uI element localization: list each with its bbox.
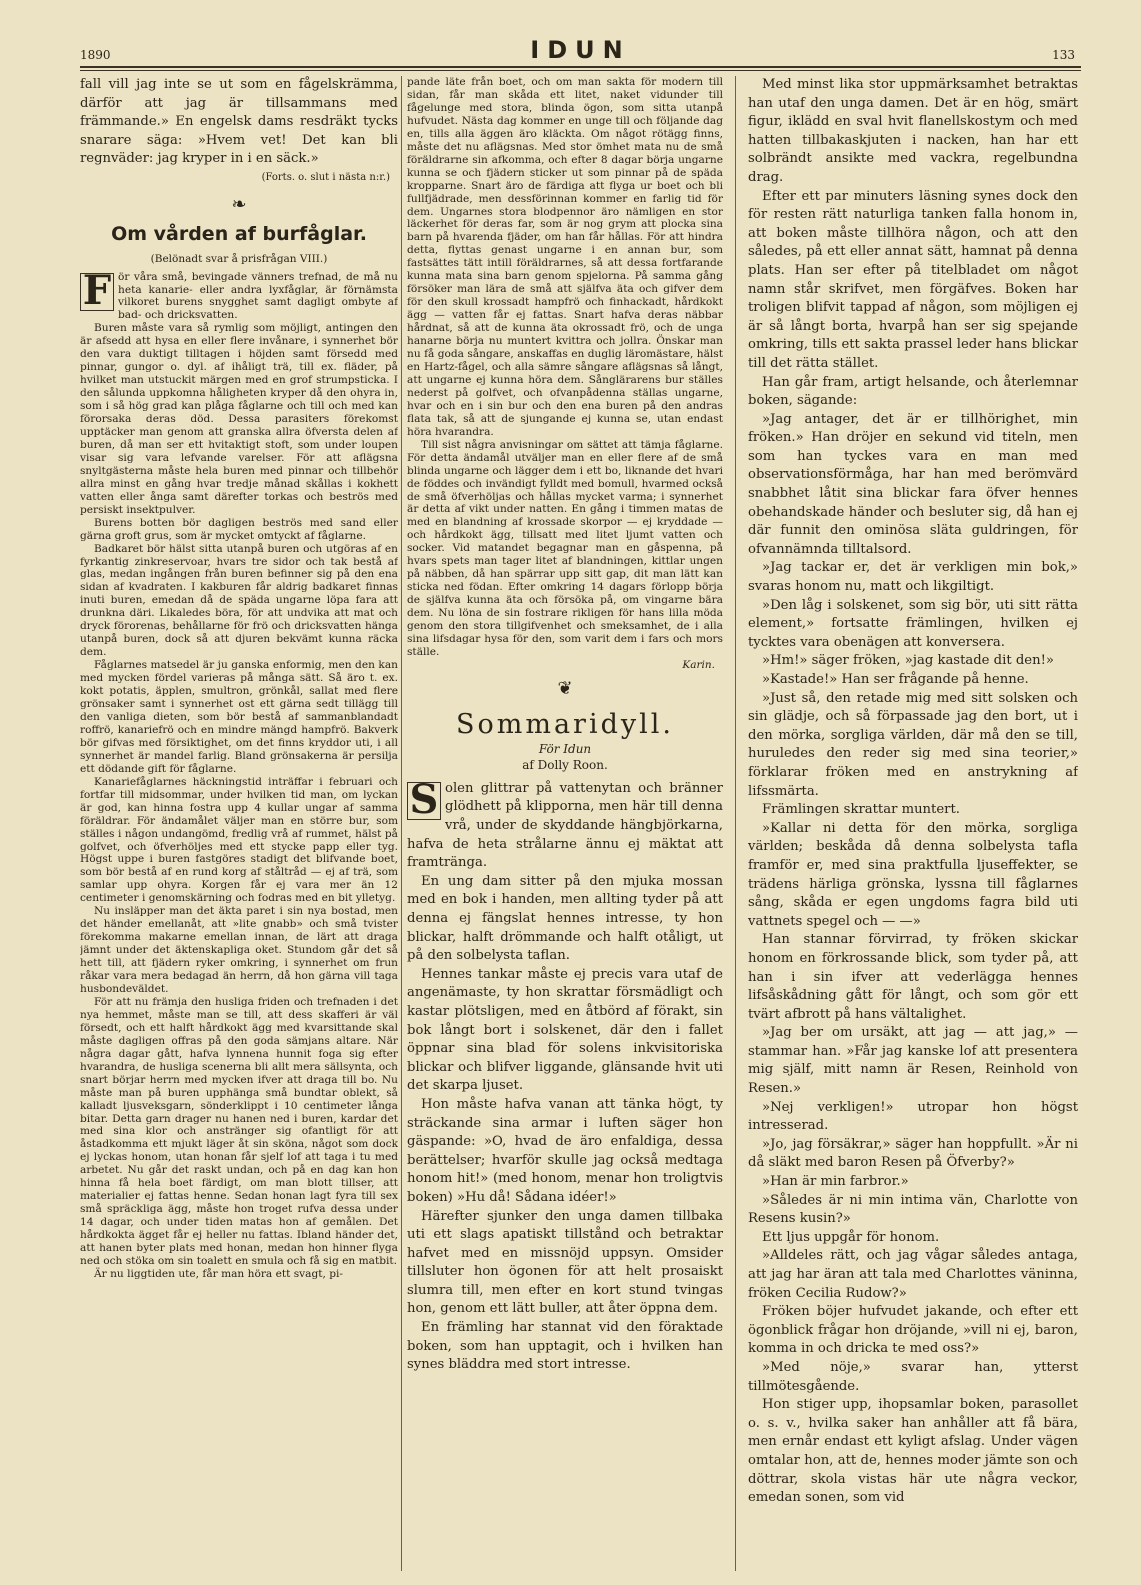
paragraph: Buren måste vara så rymlig som möjligt, antingen den är afsedd att hysa en eller flere invånare, i synnerhet bör den vara duktigt tilltagen i höjden samt försedd med pinnar, gungor o. dyl. af ihåligt trä, till ex. fläder, på hvilket man utstuckit märgen med en grof strumpsticka. I den sålunda uppkomna håligheten kryper då den ohyra in, som i så hög grad kan plåga fåglarne och till och med kan förorsaka deras död. Dessa parasiters förekomst upptäcker man genom att granska allra öfversta delen af buren, då man ser ett hvitaktigt stoft, som under loupen visar sig vara lefvande varelser. För att aflägsna snyltgästerna måste hela buren med pinnar och tillbehör allra minst en gång hvar tredje månad skållas i kokhett vatten eller ånga samt därefter torkas och beströs med persiskt insektpulver. [80,322,398,516]
paragraph: »Jag tackar er, det är verkligen min bok,» svaras honom nu, matt och likgiltigt. [748,560,1078,595]
paragraph: Är nu liggtiden ute, får man höra ett svagt, pi- [94,1267,343,1280]
paragraph: »Jag antager, det är er tillhörighet, min fröken.» Han dröjer en sekund vid titeln, men som han tyckes vara en man med observationsförmåga, har han med berömvärd snabbhet låtit sina blickar fara öfver hennes obehandskade händer och besluter sig, då han ej där funnit den ominösa släta guldringen, för ofvannämnda tilltalsord. [748,411,1078,557]
paragraph: »Jag ber om ursäkt, att jag — att jag,» — stammar han. »Får jag kanske lof att presentera mig själf, mitt namn är Resen, Reinhold von Resen.» [748,1025,1078,1097]
author-signature: Karin. [682,658,715,671]
ornament-icon: ❦ [557,677,573,699]
paragraph: »Kallar ni detta för den mörka, sorgliga världen; beskåda då denna solbelysta tafla framför er, med sina praktfulla ljuseffekter, se trädens härliga grönska, lyssna till fåglarnes sång, skåda er egen ungdoms fagra bild uti vattnets spegel och — —» [748,820,1078,929]
paragraph: Hon stiger upp, ihopsamlar boken, parasollet o. s. v., hvilka saker han anhåller att få bära, men ernår endast ett kyligt afslag. Under vägen omtalar hon, att de, hennes moder jämte son och döttrar, skola vistas här ute några veckor, emedan sonen, som vid [748,1397,1078,1506]
paragraph: »Hm!» säger fröken, »jag kastade dit den!» [762,653,1054,669]
paragraph: En ung dam sitter på den mjuka mossan med en bok i handen, men allting tyder på att denna ej fängslat hennes intresse, ty hon blickar, halft drömmande och halft otåligt, ut på den solbelysta taflan. [407,873,723,964]
paragraph: Burens botten bör dagligen beströs med sand eller gärna groft grus, som är mycket omtyckt af fåglarne. [80,516,398,542]
paragraph: »Kastade!» Han ser frågande på henne. [762,672,1029,687]
paragraph: »Alldeles rätt, och jag vågar således antaga, att jag har äran att tala med Charlottes väninna, fröken Cecilia Rudow?» [748,1248,1078,1301]
paragraph: Hennes tankar måste ej precis vara utaf de angenämaste, ty hon skrattar försmädligt och kastar plötsligen, med en åtbörd af förakt, sin bok långt bort i solskenet, där den i fallet öppnar sina blad för solens inkvisitoriska blickar och blifver liggande, glänsande hvit uti det skarpa ljuset. [407,966,723,1094]
paragraph: »Han är min farbror.» [762,1174,909,1190]
header-rule [80,70,1081,71]
column-1 [80,76,398,1571]
story-byline: af Dolly Roon. [522,757,608,772]
page-header [80,36,1081,68]
column-divider [401,76,402,1571]
masthead: IDUN [530,36,631,64]
paragraph: »Den låg i solskenet, som sig bör, uti sitt rätta element,» fortsatte främlingen, hvilken ej tycktes vara obenägen att konversera. [748,597,1078,650]
ornament-icon: ❧ [231,193,247,215]
story-tagline: För Idun [538,741,592,756]
paragraph: Badkaret bör hälst sitta utanpå buren och utgöras af en fyrkantig zinkreservoar, hvars tre sidor och tak bestå af glas, medan ingången från buren befinner sig på den ena sidan af kvadraten. I kakburen får aldrig badkaret finnas inuti buren, emedan då de späda ungarne löpa fara att drunkna däri. Likaledes böra, för att undvika att mat och dryck förorenas, behållarne för frö och dricksvatten hänga utanpå buren, dock så att djuren bekvämt kunna räcka dem. [80,542,398,659]
paragraph: Ett ljus uppgår för honom. [762,1229,940,1245]
page-number: 133 [1052,48,1075,62]
paragraph: »Således är ni min intima vän, Charlotte von Resens kusin?» [748,1192,1078,1227]
paragraph: Fröken böjer hufvudet jakande, och efter ett ögonblick frågar hon dröjande, »vill ni ej, baron, komma in och dricka te med oss?» [748,1304,1078,1357]
paragraph: »Nej verkligen!» utropar hon högst intresserad. [748,1099,1078,1134]
paragraph: olen glittrar på vattenytan och bränner glödhett på klipporna, men här till denna vrå, under de skyddande hängbjörkarna, hafva de heta strålarne ännu ej mäktat att framtränga. [407,780,723,871]
paragraph: Han stannar förvirrad, ty fröken skickar honom en förkrossande blick, som tyder på, att han i sin ifver att vederlägga hennes lifsåskådning gått för långt, och som gör ett tvärt afbrott på hans vältalighet. [748,932,1078,1022]
paragraph: Härefter sjunker den unga damen tillbaka uti ett slags apatiskt tillstånd och betraktar hafvet med en missnöjd uppsyn. Omsider tillsluter hon ögonen för att helt prosaiskt slumra till, men efter en kort stund tvingas hon, genom ett lätt buller, att åter öppna dem. [407,1208,723,1317]
article-continuation: fall vill jag inte se ut som en fågelskrämma, därför att jag är tillsammans med främmande.» En engelsk dams resdräkt tycks snarare säga: »Hvem vet! Det kan bli regnväder: jag kryper in i en säck.» [80,77,398,167]
column-2 [407,76,723,1571]
story-title: Sommaridyll. [456,708,674,740]
paragraph: Till sist några anvisningar om sättet att tämja fåglarne. För detta ändamål utväljer man en eller flere af de små blinda ungarne och lägger dem i ett bo, liknande det hvari de föddes och invändigt fylldt med bomull, hvarmed också de små öfverhöljas och hållas mycket varma; i synnerhet är detta af vikt under natten. En gång i timmen matas de med en blandning af krossade skorpor — ej kryddade — och hårdkokt ägg, tillsatt med litet ljumt vatten och socker. Vid matandet begagnar man en gåspenna, på hvars spets man tager litet af blandningen, kittlar ungen på näbben, då han spärrar upp sitt gap, dit man lätt kan sticka ned födan. Efter omkring 14 dagars förlopp börja de själfva kunna äta och försöka på, om vingarne bära dem. Nu lönа de sin fostrare rikligen för hans lilla möda genom den stora tillgifvenhet och smeksamhet, de i alla sina lifsdagar hysa för den, som varit dem i fars och mors ställe. [407,438,723,658]
column-divider [735,76,736,1571]
article-subtitle: (Belönadt svar å prisfrågan VIII.) [150,252,328,265]
continuation-note: (Forts. o. slut i nästa n:r.) [261,171,390,183]
paragraph: Främlingen skrattar muntert. [762,802,960,818]
paragraph: Hon måste hafva vanan att tänka högt, ty sträckande sina armar i luften säger hon gäspande: »O, hvad de äro enfaldiga, dessa berättelser; hvarför skulle jag också medtaga honom hit!» (med honom, menar hon troligtvis boken) »Hu då! Sådana idéer!» [407,1096,723,1205]
paragraph: »Jo, jag försäkrar,» säger han hoppfullt. »Är ni då släkt med baron Resen på Öfverby?» [748,1136,1078,1171]
column-3 [748,76,1078,1571]
paragraph: »Just så, den retade mig med sitt solsken och sin glädje, och så förpassade jag den bort, ut i den mörka, sorgliga världen, där må den se till, huruledes den reder sig med sina teorier,» förklarar fröken med en anstrykning af lifssmärta. [748,690,1078,799]
paragraph: »Med nöje,» svarar han, ytterst tillmötesgående. [748,1359,1078,1394]
drop-cap: F [80,273,114,311]
paragraph: En främling har stannat vid den föraktade boken, som han upptagit, och i hvilken han synes bläddra med stort intresse. [407,1320,723,1373]
drop-cap: S [407,782,441,820]
paragraph: Med minst lika stor uppmärksamhet betraktas han utaf den unga damen. Det är en hög, smärt figur, iklädd en sval hvit flanellskostym och med hatten tillbakaskjuten i nacken, han har ett solbrändt ansikte med vackra, regelbundna drag. [748,77,1078,185]
paragraph: Kanariefåglarnes häckningstid inträffar i februari och fortfar till midsommar, under hvilken tid man, om lyckan är god, kan hinna fostra upp 4 kullar ungar af samma föräldrar. För ändamålet väljer man en större bur, som ställes i någon undangömd, fredlig vrå af rummet, hälst på golfvet, och öfverhöljes med ett stycke papp eller tyg. Högst uppe i buren fastgöres stadigt det blifvande boet, som bör bestå af en rund korg af ståltråd — ej af trä, som samlar upp ohyra. Korgen får ej vara mer än 12 centimeter i genomskärning och fodras med en bit ylletyg. [80,775,398,905]
article-title: Om vården af burfåglar. [111,222,367,245]
paragraph: pande läte från boet, och om man sakta för modern till sidan, får man skåda ett litet, naket vidunder till fågelunge med stora, blinda ögon, som sitta utanpå hufvudet. Nästa dag kommer en unge till och följande dag en, tills alla äggen äro kläckta. Om något rötägg finns, måste det nu aflägsnas. Med stor ömhet mata nu de små föräldrarne sin afkomma, och efter 8 dagar börja ungarne kunna se och fjädern sticker ut som pinnar på de späda kropparne. Snart äro de färdiga att flyga ur boet och bli fullfjädrade, men dessförinnan kommer en farlig tid för dem. Ungarnes stora blodpennor äro nämligen en stor läckerhet för deras far, som är nog grym att plocka sina barn på hvarenda fjäder, om han får hållas. För att hindra detta, flyttas genast ungarne i en annan bur, som fastsättes tätt intill föräldrarnes, så att dessa fortfarande kunna mata sina barn genom spjelorna. På samma gång försöker man lära de små att själfva äta och gifver dem för den skull krossadt hampfrö och finhackadt, hårdkokt ägg — vatten får ej fattas. Snart hafva deras näbbar hårdnat, så att de kunna äta okrossadt frö, och de unga hanarne börja nu muntert kvittra och jollra. Önskar man nu få goda sångare, anskaffas en duglig läromästare, hälst en Hartz-fågel, och alla sämre sångare aflägsnas så långt, att ungarne ej kunna höra dem. Sånglärarens bur ställes nederst på golfvet, och ofvanpådenna ställas ungarne, hvar och en i sin bur och den ena buren på den andras flata tak, så att de sjungande ej kunna se, utan endast höra hvarandra. [407,76,723,438]
paragraph: ör våra små, bevingade vänners trefnad, de må nu heta kanarie- eller andra lyxfåglar, är förnämsta vilkoret burens snygghet samt dagligt ombyte af bad- och dricksvatten. [118,270,398,322]
paragraph: Nu insläpper man det äkta paret i sin nya bostad, men det händer emellanåt, att »lite gnabb» och små tvister förekomma makarne emellan innan, de lärt att draga jämnt under det äktenskapliga oket. Stundom går det så hett till, att fjädern ryker omkring, i synnerhet om frun råkar vara mera bedagad än herrn, då hon gärna vill taga husbondeväldet. [80,905,398,995]
paragraph: Han går fram, artigt helsande, och återlemnar boken, sägande: [748,374,1078,409]
paragraph: Efter ett par minuters läsning synes dock den för resten rätt naturliga tanken falla honom in, att boken måste tillhöra någon, och att den således, på ett eller annat sätt, hamnat på denna plats. Han ser efter på titelbladet om något namn står skrifvet, men förgäfves. Boken har troligen blifvit tappad af någon, som möjligen ej är så långt borta, hvarpå han ser sig spejande omkring, tills ett sakta prassel leder hans blickar till det rätta stället. [748,188,1078,371]
header-year: 1890 [80,48,111,62]
paragraph: Fåglarnes matsedel är ju ganska enformig, men den kan med mycken fördel varieras på många sätt. Så äro t. ex. kokt potatis, äpplen, smultron, grönkål, sallat med flere grönsaker samt i synnerhet ost ett gärna sedt tillägg till den vanliga dieten, som bör bestå af sammanblandadt roffrö, kanariefrö och en mindre mängd hampfrö. Bakverk bör gifvas med försiktighet, om det finns kryddor uti, i all synnerhet är mandel farlig. Bland grönsakerna är persilja ett dödande gift för fåglarne. [80,659,398,775]
paragraph: För att nu främja den husliga friden och trefnaden i det nya hemmet, måste man se till, att dess skafferi är väl försedt, och ett halft hårdkokt ägg med kvarsittande skal måste dagligen offras på den goda sämjans altare. När några dagar gått, hafva lynnena hunnit foga sig efter hvarandra, de husliga scenerna bli allt mera sällsynta, och snart börjar herrn med mycken ifver att draga till bo. Nu måste man på buren upphänga små bundtar oblekt, så kalladt ljusveksgarn, sönderklippt i 10 centimeter långa bitar. Detta garn drager nu hanen ned i buren, kardar det med sina klor och anstränger sig ofantligt för att åstadkomma ett mjukt läger åt sin sköna, något som dock ej lyckas honom, utan honan får sjelf lof att taga i tu med arbetet. Nu går det raskt undan, och på en dag kan hon hinna få hela boet färdigt, om man blott tillser, att materialier ej fattas henne. Sedan honan lagt fyra till sex små spräckliga ägg, måste hon troget rufva dessa under 14 dagar, och under tiden matas hon af gemålen. Det hårdkokta ägget får ej heller nu fattas. Ibland händer det, att hanen byter plats med honan, medan hon hinner flyga ned och stöka om sin toalett en smula och få sig en matbit. [80,995,398,1267]
